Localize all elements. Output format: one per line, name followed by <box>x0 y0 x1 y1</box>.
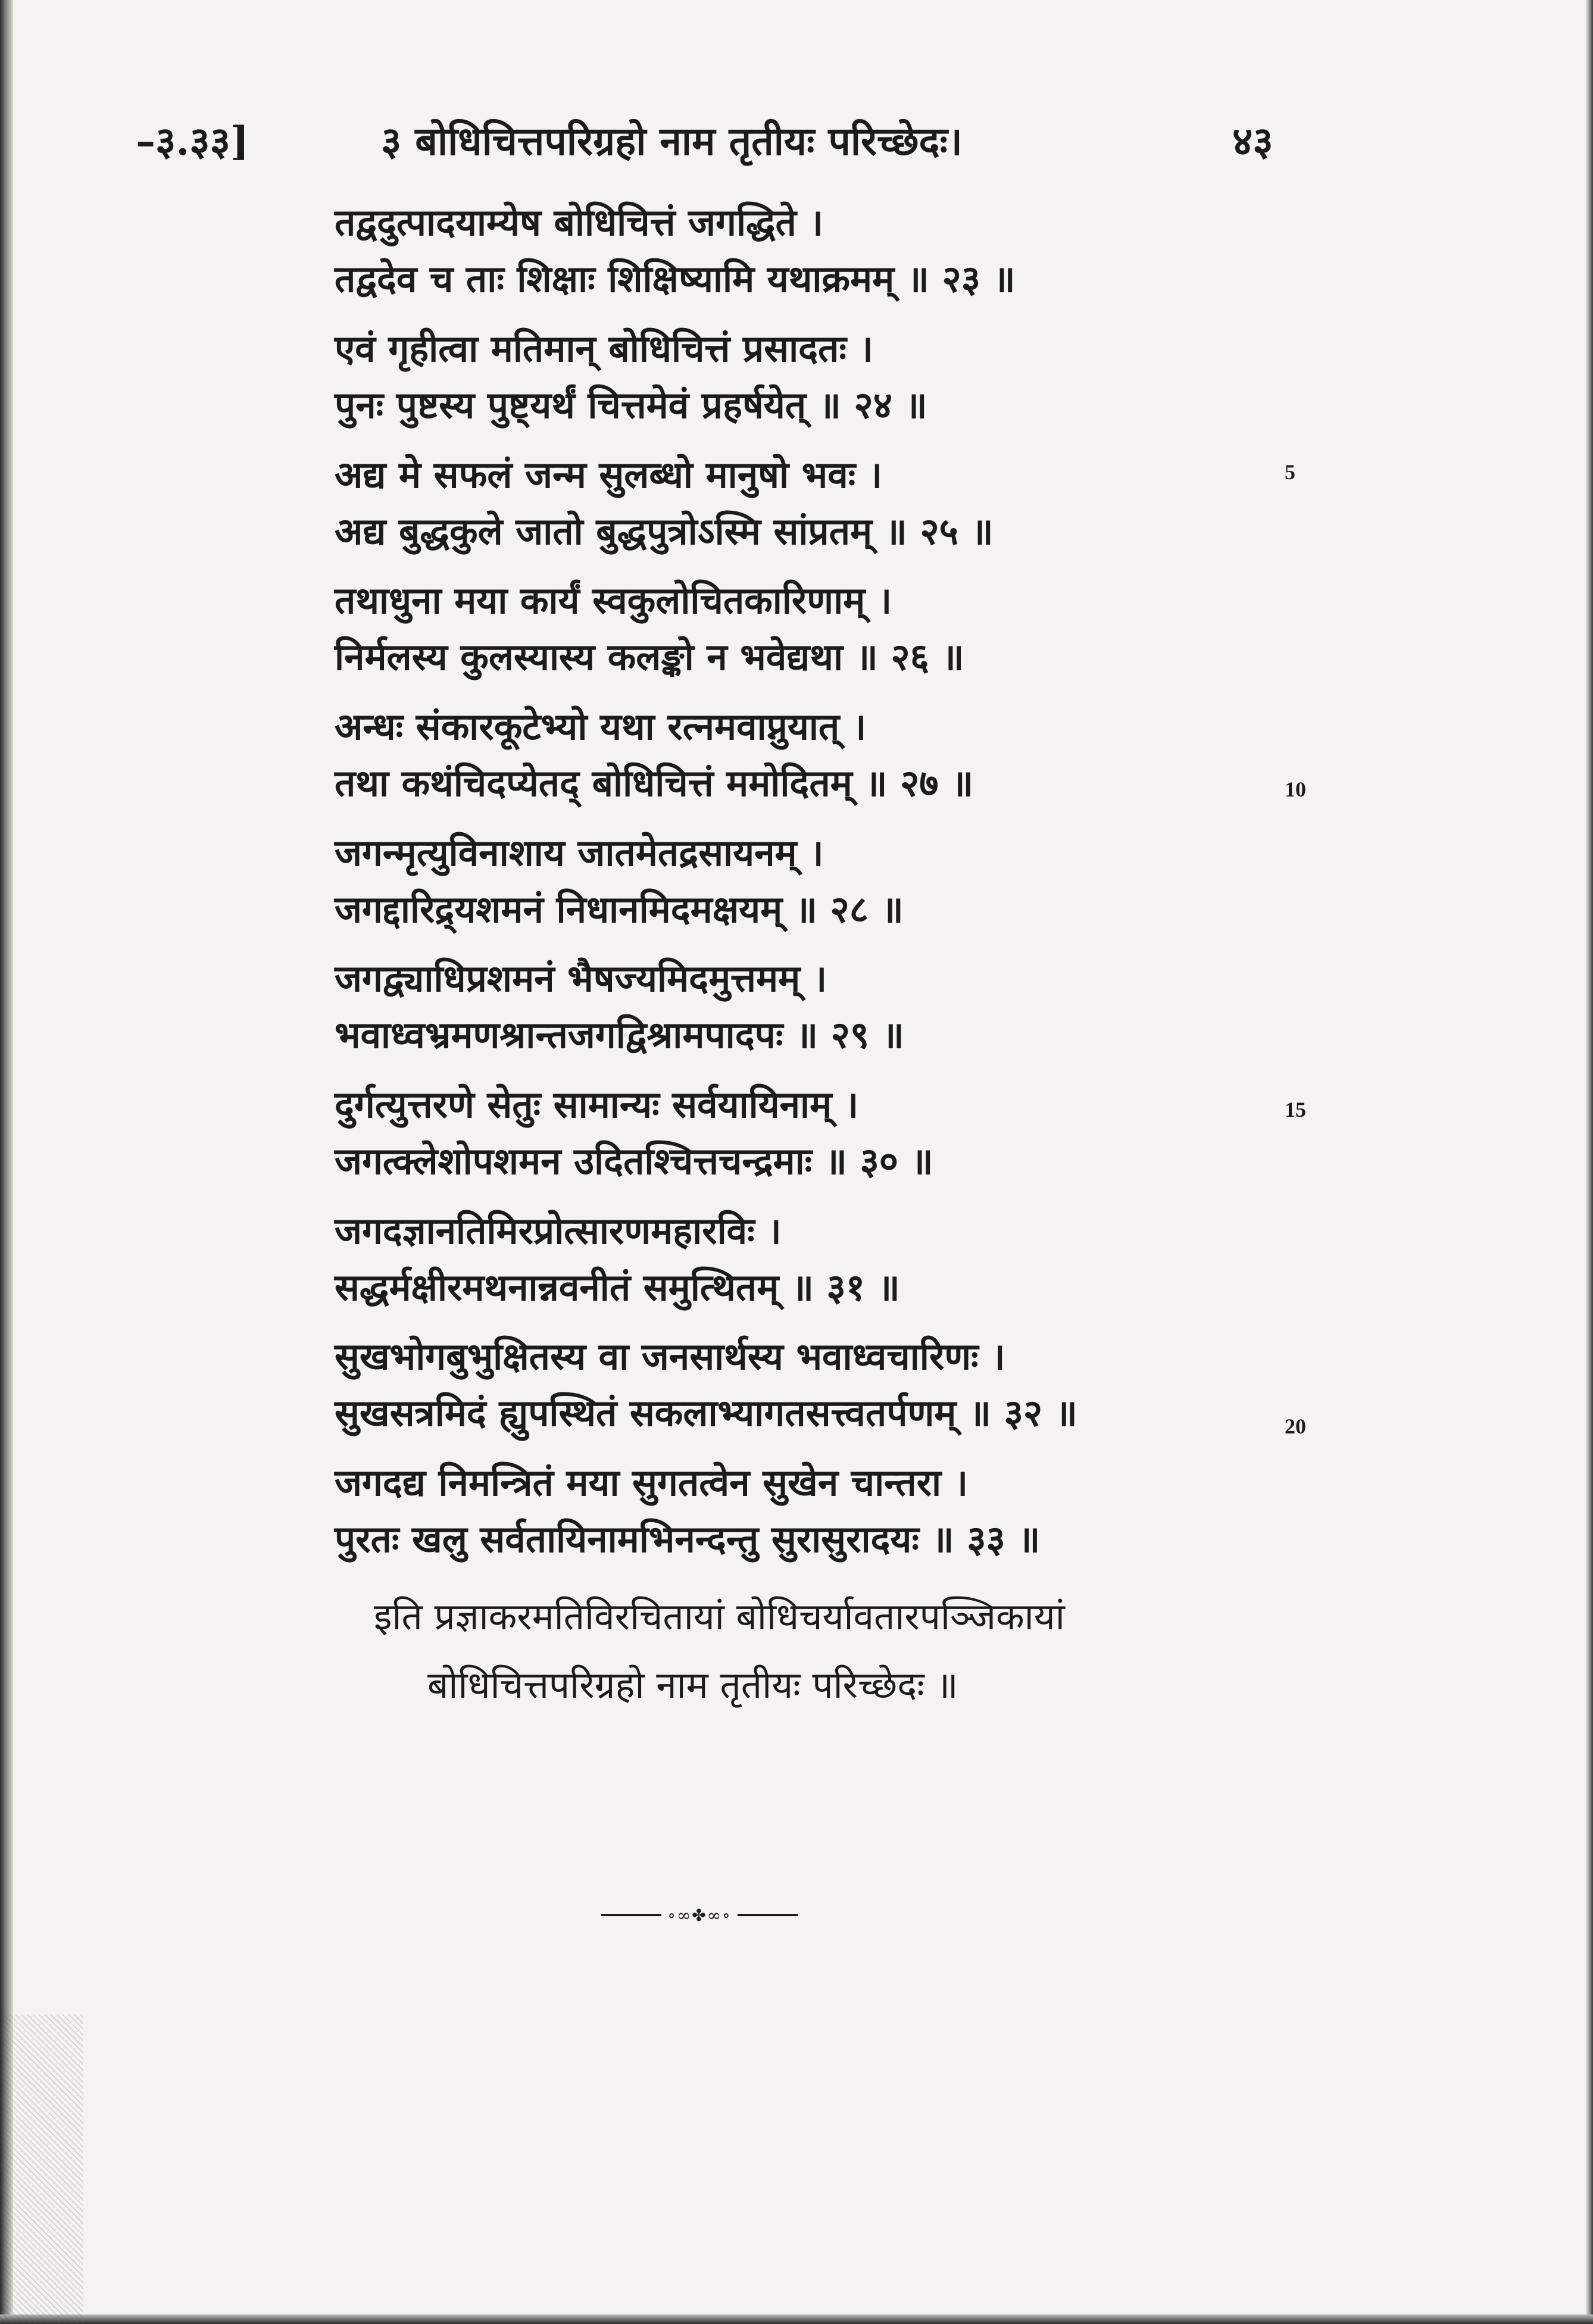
line-number-15: 15 <box>1285 1098 1306 1122</box>
ornament-rule <box>738 1914 798 1916</box>
verse-line: निर्मलस्य कुलस्यास्य कलङ्को न भवेद्यथा ॥ २६ ॥ <box>335 635 964 679</box>
verse-line: जगत्क्लेशोपशमन उदितश्चित्तचन्द्रमाः ॥ ३० ॥ <box>335 1139 933 1183</box>
verse-line: जगदज्ञानतिमिरप्रोत्सारणमहारविः । <box>335 1209 782 1252</box>
colophon-line: इति प्रज्ञाकरमतिविरचितायां बोधिचर्यावतारपञ्जिकायां <box>374 1595 1065 1638</box>
end-ornament <box>601 1906 798 1924</box>
verse-line: भवाध्वभ्रमणश्रान्तजगद्विश्रामपादपः ॥ २९ ॥ <box>335 1013 904 1057</box>
verse-line: पुनः पुष्टस्य पुष्ट्यर्थं चित्तमेवं प्रहर्षयेत् ॥ २४ ॥ <box>335 383 927 427</box>
verse-line: जगद्दारिद्र्यशमनं निधानमिदमक्षयम् ॥ २८ ॥ <box>335 888 904 931</box>
verse-line: तथा कथंचिदप्येतद् बोधिचित्तं ममोदितम् ॥ २७ ॥ <box>335 761 974 805</box>
colophon-line: बोधिचित्तपरिग्रहो नाम तृतीयः परिच्छेदः ॥ <box>427 1663 958 1707</box>
verse-line: तद्वदेव च ताः शिक्षाः शिक्षिष्यामि यथाक्रमम् ॥ २३ ॥ <box>335 257 1016 301</box>
verse-line: एवं गृहीत्वा मतिमान् बोधिचित्तं प्रसादतः । <box>335 327 873 370</box>
verse-line: जगदद्य निमन्त्रितं मया सुगतत्वेन सुखेन चान्तरा । <box>335 1461 969 1504</box>
verse-line: पुरतः खलु सर्वतायिनामभिनन्दन्तु सुरासुरादयः ॥ ३३ ॥ <box>335 1517 1041 1561</box>
line-number-5: 5 <box>1285 460 1295 484</box>
page-edge-bottom <box>0 2314 1593 2324</box>
running-header-title: ३ बोधिचित्तपरिग्रहो नाम तृतीयः परिच्छेदः। <box>381 118 963 164</box>
verse-line: तथाधुना मया कार्यं स्वकुलोचितकारिणाम् । <box>335 579 892 622</box>
verse-line: दुर्गत्युत्तरणे सेतुः सामान्यः सर्वयायिनाम् । <box>335 1083 859 1126</box>
page-edge-left <box>0 0 13 2324</box>
running-header-verse-range: –३.३३] <box>136 118 249 164</box>
verse-line: सुखभोगबुभुक्षितस्य वा जनसार्थस्य भवाध्वचारिणः । <box>335 1335 1005 1378</box>
scan-noise <box>0 2014 83 2324</box>
line-number-20: 20 <box>1285 1414 1306 1438</box>
line-number-10: 10 <box>1285 777 1306 801</box>
ornament-rule <box>601 1914 661 1916</box>
verse-line: सद्धर्मक्षीरमथनान्नवनीतं समुत्थितम् ॥ ३१ ॥ <box>335 1266 900 1309</box>
ornament-glyph: ∘∞✤∞∘ <box>667 1905 732 1925</box>
verse-line: अद्य मे सफलं जन्म सुलब्धो मानुषो भवः । <box>335 453 883 496</box>
verse-line: अद्य बुद्धकुले जातो बुद्धपुत्रोऽस्मि सांप्रतम् ॥ २५ ॥ <box>335 510 994 553</box>
verse-line: तद्वदुत्पादयाम्येष बोधिचित्तं जगद्धिते । <box>335 201 823 244</box>
page-number: ४३ <box>1232 118 1273 164</box>
verse-line: जगद्व्याधिप्रशमनं भैषज्यमिदमुत्तमम् । <box>335 957 827 1000</box>
page-edge-right <box>1586 0 1593 2324</box>
verse-line: सुखसत्रमिदं ह्युपस्थितं सकलाभ्यागतसत्त्वतर्पणम् ॥ ३२ ॥ <box>335 1391 1077 1435</box>
verse-line: अन्धः संकारकूटेभ्यो यथा रत्नमवाप्नुयात् । <box>335 705 867 748</box>
verse-line: जगन्मृत्युविनाशाय जातमेतद्रसायनम् । <box>335 831 824 874</box>
